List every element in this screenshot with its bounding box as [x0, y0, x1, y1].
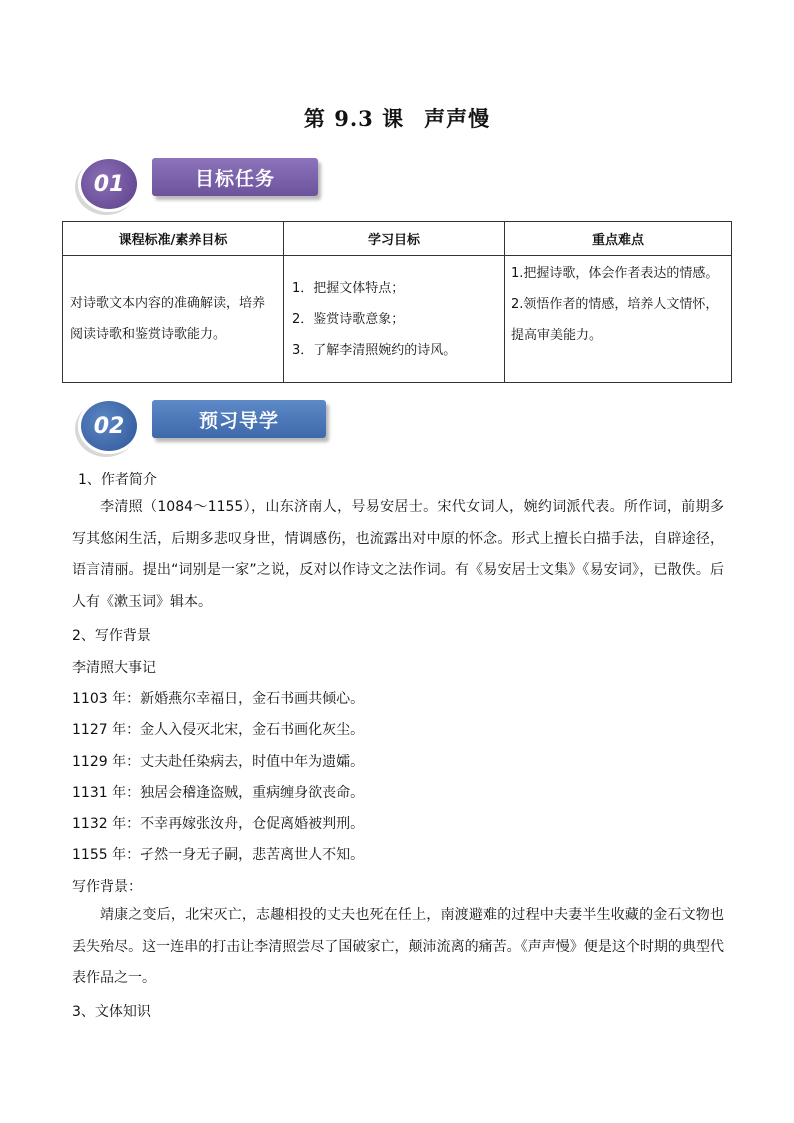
section-title-bar: 预习导学: [152, 400, 326, 438]
header-learning-goals: 学习目标: [284, 222, 505, 256]
lesson-number: 第 9.3 课: [303, 106, 405, 131]
section-number-badge: 02: [78, 398, 140, 454]
heading-author: 1、作者简介: [78, 472, 157, 488]
timeline-item: 1131 年：独居会稽逢盗贼，重病缠身欲丧命。: [72, 785, 365, 801]
cell-line: 3．了解李清照婉约的诗风。: [292, 342, 457, 358]
section-header-goals: [78, 156, 338, 212]
timeline-item: 1127 年：金人入侵灭北宋，金石书画化灰尘。: [72, 722, 365, 738]
cell-line: 提高审美能力。: [511, 328, 603, 343]
cell-key-points: [505, 256, 732, 383]
heading-genre: 3、文体知识: [72, 1004, 151, 1020]
heading-background: 2、写作背景: [72, 628, 151, 644]
section-number-badge: 01: [78, 156, 140, 212]
cell-line: 2.领悟作者的情感，培养人文情怀，: [511, 297, 719, 312]
lesson-name: 声声慢: [424, 106, 491, 131]
cell-line: 1．把握文体特点；: [292, 280, 405, 296]
goals-table: [62, 221, 732, 383]
section-title-bar: 目标任务: [152, 158, 318, 196]
table-header-row: [63, 222, 732, 256]
cell-standards: [63, 256, 284, 383]
cell-line: 阅读诗歌和鉴赏诗歌能力。: [70, 327, 227, 342]
timeline-item: 1103 年：新婚燕尔幸福日，金石书画共倾心。: [72, 691, 365, 707]
page-title: [0, 103, 794, 133]
author-bio: 李清照（1084～1155），山东济南人，号易安居士。宋代女词人，婉约词派代表。所作词，前期多写其悠闲生活，后期多悲叹身世，情调感伤，也流露出对中原的怀念。形式上擅长白描手法，自辟途径，语言清丽。提出“词别是一家”之说，反对以作诗文之法作词。有《易安居士文集》《易安词》，已散佚。后人有《漱玉词》辑本。: [72, 499, 724, 610]
timeline-title: 李清照大事记: [72, 660, 156, 676]
cell-learning-goals: [284, 256, 505, 383]
cell-line: 对诗歌文本内容的准确解读，培养: [70, 296, 266, 311]
header-key-points: 重点难点: [505, 222, 732, 256]
timeline-item: 1132 年：不幸再嫁张汝舟，仓促离婚被判刑。: [72, 816, 365, 832]
timeline-item: 1155 年：孑然一身无子嗣，悲苦离世人不知。: [72, 847, 365, 863]
timeline-item: 1129 年：丈夫赴任染病去，时值中年为遗孀。: [72, 754, 365, 770]
header-standards: 课程标准/素养目标: [63, 222, 284, 256]
background-text: 靖康之变后，北宋灭亡，志趣相投的丈夫也死在任上，南渡避难的过程中夫妻半生收藏的金石文物也丢失殆尽。这一连串的打击让李清照尝尽了国破家亡，颠沛流离的痛苦。《声声慢》便是这个时期的典型代表作品之一。: [72, 907, 724, 986]
cell-line: 1.把握诗歌，体会作者表达的情感。: [511, 266, 719, 281]
background-label: 写作背景：: [72, 879, 142, 895]
section-header-preview: [78, 398, 338, 454]
table-row: [63, 256, 732, 383]
cell-line: 2．鉴赏诗歌意象；: [292, 311, 405, 327]
